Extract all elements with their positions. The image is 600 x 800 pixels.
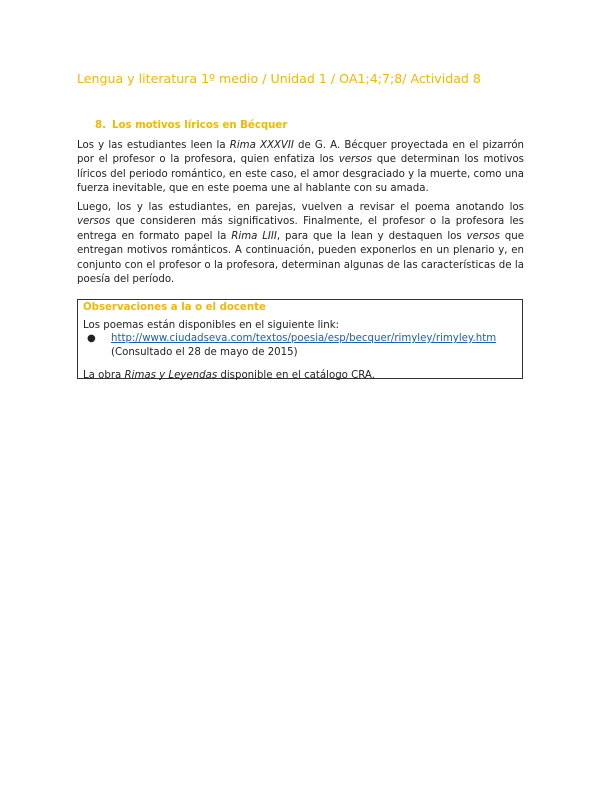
- rima-liii-title: Rima LIII: [231, 230, 277, 242]
- versos-term: versos: [466, 230, 500, 242]
- rima-xxxvii-title: Rima XXXVII: [229, 140, 294, 151]
- list-item: [83, 332, 517, 359]
- closing-text: disponible en el catálogo CRA.: [217, 370, 375, 381]
- rimas-y-leyendas-title: Rimas y Leyendas: [124, 370, 218, 381]
- versos-term: versos: [77, 216, 111, 228]
- observations-closing: [83, 369, 517, 383]
- paragraph-2-text: , para que la lean y destaquen los: [276, 230, 467, 242]
- paragraph-1: [77, 139, 524, 197]
- observations-box: [77, 299, 523, 379]
- observations-intro: Los poemas están disponibles en el siguiente link:: [83, 319, 340, 331]
- closing-text: La obra: [83, 370, 125, 381]
- poems-link[interactable]: http://www.ciudadseva.com/textos/poesia/esp/becquer/rimyley/rimyley.htm: [111, 333, 497, 344]
- paragraph-1-text: Los y las estudiantes leen la: [77, 140, 230, 151]
- observations-list: [83, 332, 517, 359]
- paragraph-2-text: Luego, los y las estudiantes, en parejas, vuelven a revisar el poema anotando los: [77, 202, 524, 213]
- paragraph-1-text: que determinan los motivos líricos del periodo romántico, en este caso, el amor desgraciado y la muerte, como una fuerza inevitable, que en este poema une al hablante con su amada.: [77, 154, 524, 195]
- bullet-icon: ●: [87, 333, 96, 344]
- page-header: Lengua y literatura 1º medio / Unidad 1 / OA1;4;7;8/ Actividad 8: [77, 71, 481, 86]
- observations-title: Observaciones a la o el docente: [83, 302, 266, 313]
- paragraph-1-text: de G. A. Bécquer proyectada en el pizarrón por el profesor o la profesora, quien enfatiza los: [77, 140, 525, 166]
- versos-term: versos: [338, 154, 373, 166]
- consulted-date: (Consultado el 28 de mayo de 2015): [111, 346, 298, 358]
- section-title: [95, 120, 287, 131]
- section-number: 8.: [95, 120, 106, 131]
- section-title-text: Los motivos líricos en Bécquer: [111, 120, 288, 131]
- paragraph-2-text: que consideren más significativos. Finalmente, el profesor o la profesora les entrega en formato papel la: [77, 216, 524, 242]
- paragraph-2-text: que entregan motivos románticos. A continuación, pueden exponerlos en un plenario y, en conjunto con el profesor o la profesora, determinan algunas de las características de la poesía del período.: [77, 230, 524, 286]
- paragraph-2: [77, 201, 524, 287]
